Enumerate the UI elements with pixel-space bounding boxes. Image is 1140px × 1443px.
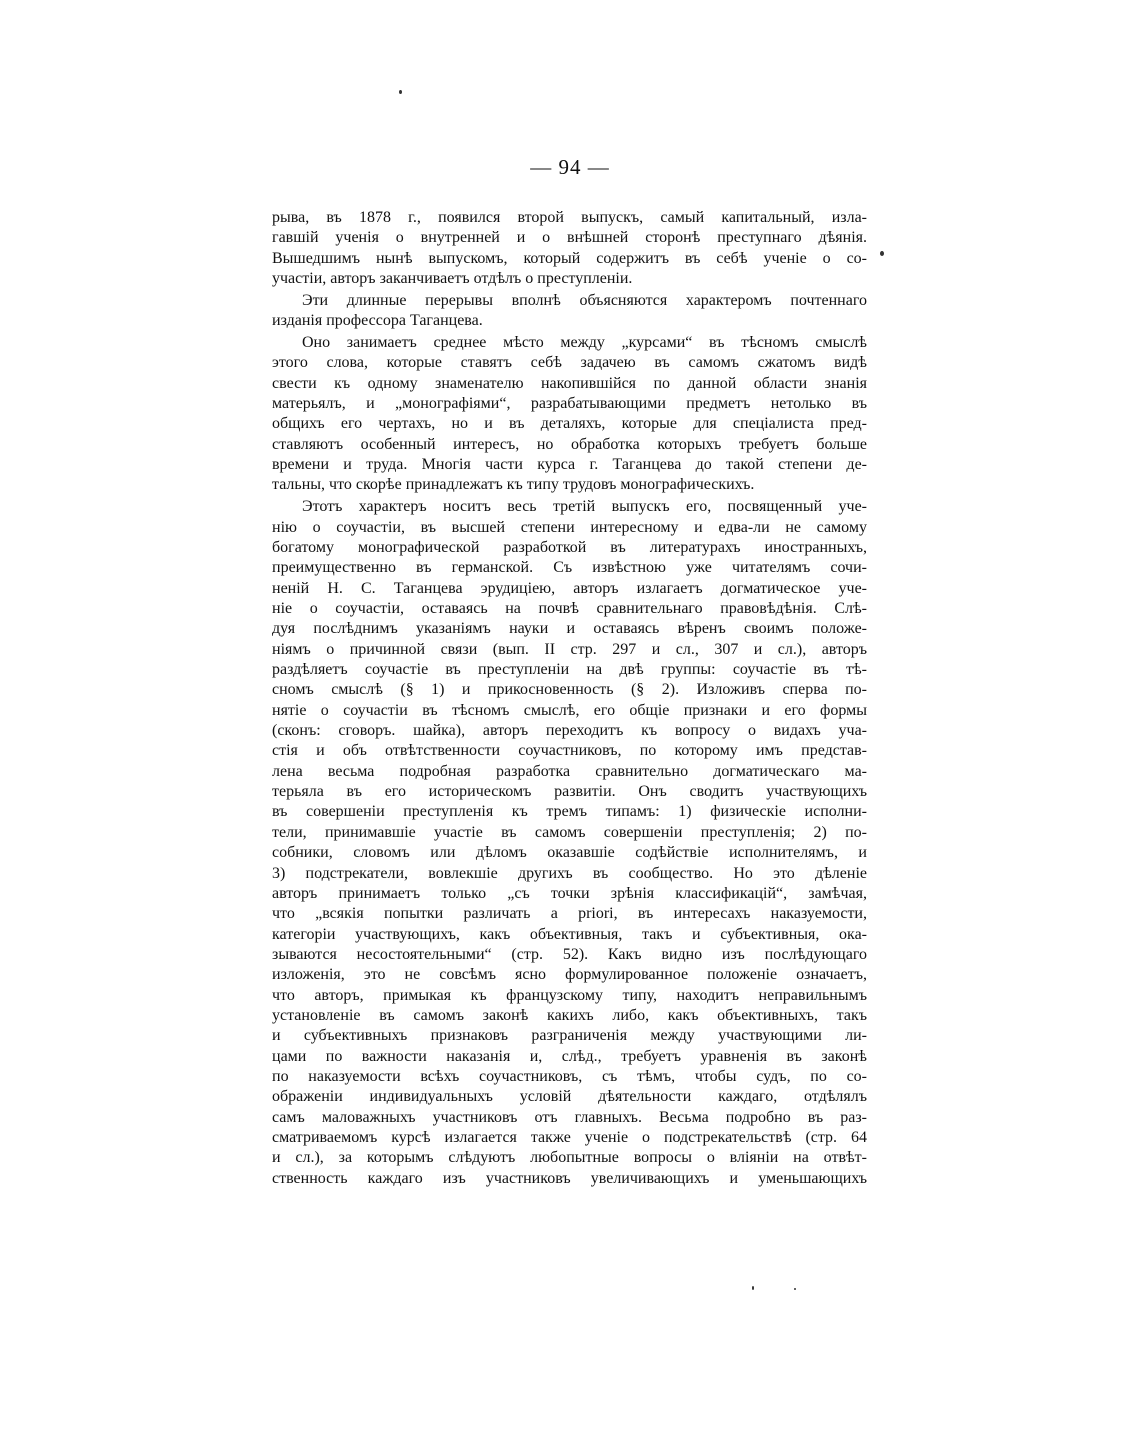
text-line: что авторъ, примыкая къ французскому типу, находитъ неправильнымъ	[272, 986, 867, 1004]
text-line: установленіе въ самомъ законѣ какихъ либо, какъ объективныхъ, такъ	[272, 1006, 867, 1024]
paragraph	[272, 208, 867, 289]
text-line: Этотъ характеръ носитъ весь третій выпускъ его, посвященный уче-	[302, 498, 867, 516]
scan-speck	[880, 251, 884, 256]
text-line: общихъ его чертахъ, но и въ деталяхъ, которые для спеціалиста пред-	[272, 415, 867, 433]
body-text	[272, 208, 867, 1191]
text-line: изложенія, это не совсѣмъ ясно формулированное положеніе означаетъ,	[272, 966, 867, 984]
text-line: категоріи участвующихъ, какъ объективныя, такъ и субъективныя, ока-	[272, 925, 867, 943]
paragraph	[272, 497, 867, 1189]
text-line: ственность каждаго изъ участниковъ увеличивающихъ и уменьшающихъ	[272, 1169, 867, 1187]
text-line: (сконъ: сговоръ. шайка), авторъ переходитъ къ вопросу о видахъ уча-	[272, 722, 867, 740]
text-line: по наказуемости всѣхъ соучастниковъ, съ тѣмъ, чтобы судъ, по со-	[272, 1067, 867, 1085]
text-line: лена весьма подробная разработка сравнительно догматическаго ма-	[272, 762, 867, 780]
scan-speck	[399, 90, 402, 94]
text-line: ставляютъ особенный интересъ, но обработка которыхъ требуетъ больше	[272, 435, 867, 453]
text-line: этого слова, которые ставятъ себѣ задачею въ самомъ сжатомъ видѣ	[272, 354, 867, 372]
text-line: Эти длинные перерывы вполнѣ объясняются характеромъ почтеннаго	[302, 291, 867, 309]
scan-speck	[794, 1288, 796, 1290]
paragraph	[272, 291, 867, 332]
text-line: сматриваемомъ курсѣ излагается также ученіе о подстрекательствѣ (стр. 64	[272, 1128, 867, 1146]
text-line: въ совершеніи преступленія къ тремъ типамъ: 1) физическіе исполни-	[272, 803, 867, 821]
text-line: гавшій ученія о внутренней и о внѣшней сторонѣ преступнаго дѣянія.	[272, 229, 867, 247]
text-line: Вышедшимъ нынѣ выпускомъ, который содержитъ въ себѣ ученіе о со-	[272, 249, 867, 267]
page-number: — 94 —	[530, 155, 610, 179]
text-line: 3) подстрекатели, вовлекшіе другихъ въ сообщество. Но это дѣленіе	[272, 864, 867, 882]
text-line: ображеніи индивидуальныхъ условій дѣятельности каждаго, отдѣлялъ	[272, 1088, 867, 1106]
text-line: Оно занимаетъ среднее мѣсто между „курсами“ въ тѣсномъ смыслѣ	[302, 334, 867, 352]
text-line: и субъективныхъ признаковъ разграниченія между участвующими ли-	[272, 1027, 867, 1045]
text-line: участіи, авторъ заканчиваетъ отдѣлъ о преступленіи.	[272, 270, 633, 288]
text-line: сномъ смыслѣ (§ 1) и прикосновенность (§ 2). Изложивъ сперва по-	[272, 681, 867, 699]
text-line: самъ маловажныхъ участниковъ отъ главныхъ. Весьма подробно въ раз-	[272, 1108, 867, 1126]
text-line: изданія профессора Таганцева.	[272, 312, 483, 330]
text-line: ніе о соучастіи, оставаясь на почвѣ сравнительнаго правовѣдѣнія. Слѣ-	[272, 600, 867, 618]
text-line: неній Н. С. Таганцева эрудиціею, авторъ излагаетъ догматическое уче-	[272, 579, 867, 597]
scan-speck	[752, 1286, 754, 1290]
text-line: нятіе о соучастіи въ тѣсномъ смыслѣ, его общіе признаки и его формы	[272, 701, 867, 719]
text-line: собники, словомъ или дѣломъ оказавшіе содѣйствіе исполнителямъ, и	[272, 844, 867, 862]
text-line: цами по важности наказанія и, слѣд., требуетъ уравненія въ законѣ	[272, 1047, 867, 1065]
text-line: свести къ одному знаменателю накопившійся по данной области знанія	[272, 374, 867, 392]
text-line: тели, принимавшіе участіе въ самомъ совершеніи преступленія; 2) по-	[272, 823, 867, 841]
text-line: раздѣляетъ соучастіе въ преступленіи на двѣ группы: соучастіе въ тѣ-	[272, 661, 867, 679]
text-line: терьяла въ его историческомъ развитіи. Онъ сводитъ участвующихъ	[272, 783, 867, 801]
text-line: рыва, въ 1878 г., появился второй выпускъ, самый капитальный, изла-	[272, 209, 867, 226]
text-line: и сл.), за которымъ слѣдуютъ любопытные вопросы о вліяніи на отвѣт-	[272, 1149, 867, 1167]
text-line: тальны, что скорѣе принадлежатъ къ типу трудовъ монографическихъ.	[272, 476, 755, 494]
text-line: нію о соучастіи, въ высшей степени интересному и едва-ли не самому	[272, 518, 867, 536]
paragraph	[272, 333, 867, 496]
text-line: что „всякія попытки различать a priori, въ интересахъ наказуемости,	[272, 905, 867, 923]
text-line: зываются несостоятельными“ (стр. 52). Какъ видно изъ послѣдующаго	[272, 945, 867, 963]
text-line: стія и объ отвѣтственности соучастниковъ, по которому имъ представ-	[272, 742, 867, 760]
text-line: времени и труда. Многія части курса г. Таганцева до такой степени де-	[272, 456, 867, 474]
text-line: богатому монографической разработкой въ литературахъ иностранныхъ,	[272, 539, 867, 556]
text-line: матерьялъ, и „монографіями“, разрабатывающими предметъ нетолько въ	[272, 395, 867, 413]
text-line: преимущественно въ германской. Съ извѣстною уже читателямъ сочи-	[272, 559, 867, 577]
text-line: авторъ принимаетъ только „съ точки зрѣнія классификацій“, замѣчая,	[272, 884, 867, 902]
text-line: дуя послѣднимъ указаніямъ науки и оставаясь вѣренъ своимъ положе-	[272, 620, 867, 638]
text-line: ніямъ о причинной связи (вып. II стр. 297 и сл., 307 и сл.), авторъ	[272, 640, 867, 658]
